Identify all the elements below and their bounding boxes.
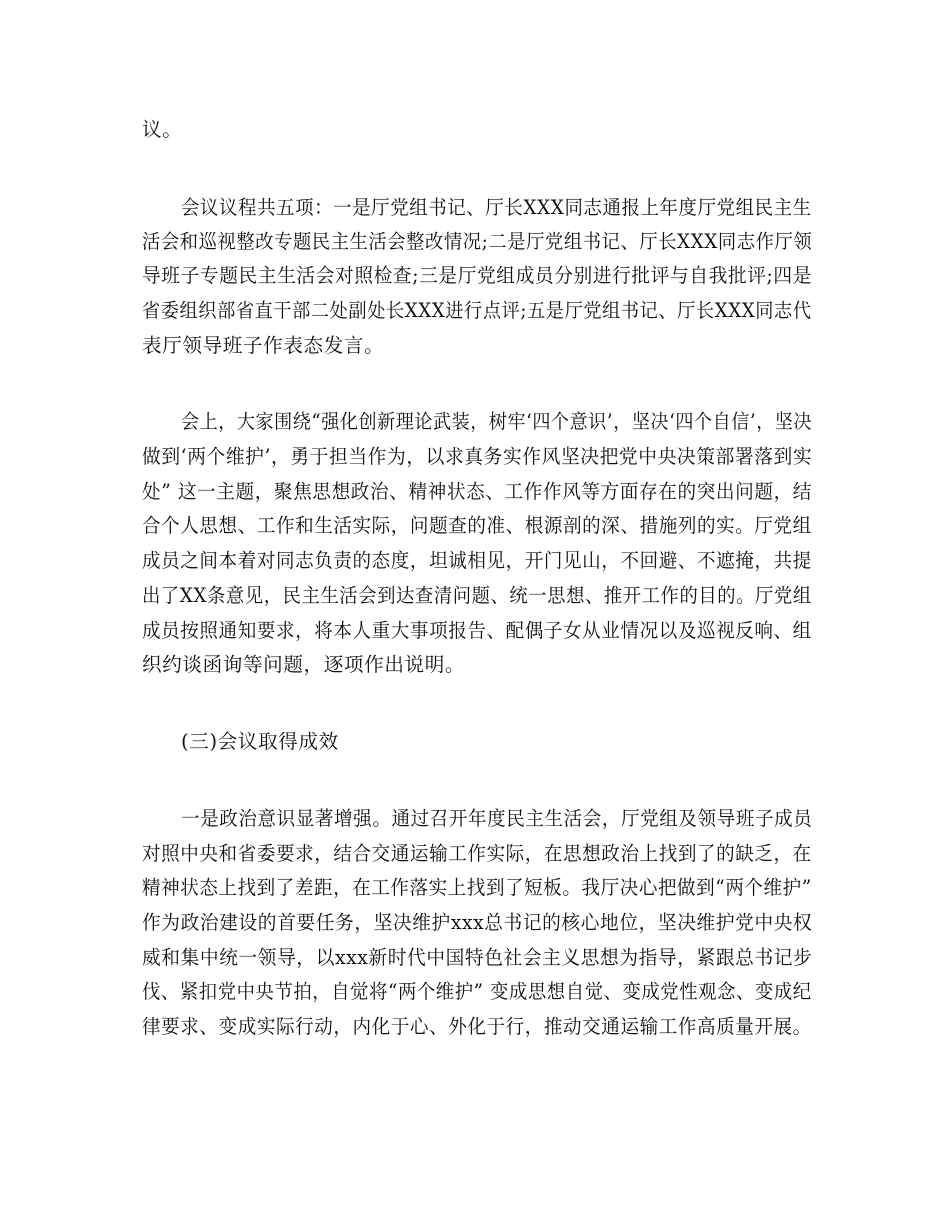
text-line: 活会和巡视整改专题民主生活会整改情况;二是厅党组书记、厅长XXX同志作厅领: [142, 230, 813, 253]
text-line: 伐、紧扣党中央节拍，自觉将“两个维护” 变成思想自觉、变成党性观念、变成纪: [142, 980, 812, 1003]
text-line: 会上，大家围绕“强化创新理论武装，树牢‘四个意识’，坚决‘四个自信’，坚决: [181, 410, 813, 433]
text-line: 做到‘两个维护’，勇于担当作为，以求真务实作风坚决把党中央决策部署落到实: [142, 445, 813, 468]
text-line: 省委组织部省直干部二处副处长XXX进行点评;五是厅党组书记、厅长XXX同志代: [142, 299, 812, 322]
text-line: 精神状态上找到了差距，在工作落实上找到了短板。我厅决心把做到“两个维护”: [142, 876, 812, 899]
text-line: 出了XX条意见，民主生活会到达查清问题、统一思想、推开工作的目的。厅党组: [142, 584, 812, 607]
text-line: 议。: [142, 118, 183, 141]
text-line: 成员之间本着对同志负责的态度，坦诚相见，开门见山，不回避、不遮掩，共提: [142, 549, 812, 572]
text-line: 织约谈函询等问题，逐项作出说明。: [142, 653, 466, 676]
text-line: 成员按照通知要求，将本人重大事项报告、配偶子女从业情况以及巡视反响、组: [142, 619, 812, 642]
text-line: 律要求、变成实际行动，内化于心、外化于行，推动交通运输工作高质量开展。: [142, 1015, 812, 1038]
text-line: 合个人思想、工作和生活实际，问题查的准、根源剖的深、措施列的实。厅党组: [142, 514, 812, 537]
text-line: 对照中央和省委要求，结合交通运输工作实际，在思想政治上找到了的缺乏，在: [142, 842, 812, 865]
text-line: 威和集中统一领导，以xxx新时代中国特色社会主义思想为指导，紧跟总书记步: [142, 946, 813, 969]
text-line: 导班子专题民主生活会对照检查;三是厅党组成员分别进行批评与自我批评;四是: [142, 264, 813, 287]
text-line: 一是政治意识显著增强。通过召开年度民主生活会，厅党组及领导班子成员: [181, 807, 813, 830]
text-line: 会议议程共五项：一是厅党组书记、厅长XXX同志通报上年度厅党组民主生: [181, 196, 812, 219]
section-heading: (三)会议取得成效: [181, 730, 339, 753]
text-line: 表厅领导班子作表态发言。: [142, 334, 385, 357]
text-line: 作为政治建设的首要任务，坚决维护xxx总书记的核心地位，坚决维护党中央权: [142, 911, 813, 934]
text-line: 处” 这一主题，聚焦思想政治、精神状态、工作作风等方面存在的突出问题，结: [142, 480, 813, 503]
